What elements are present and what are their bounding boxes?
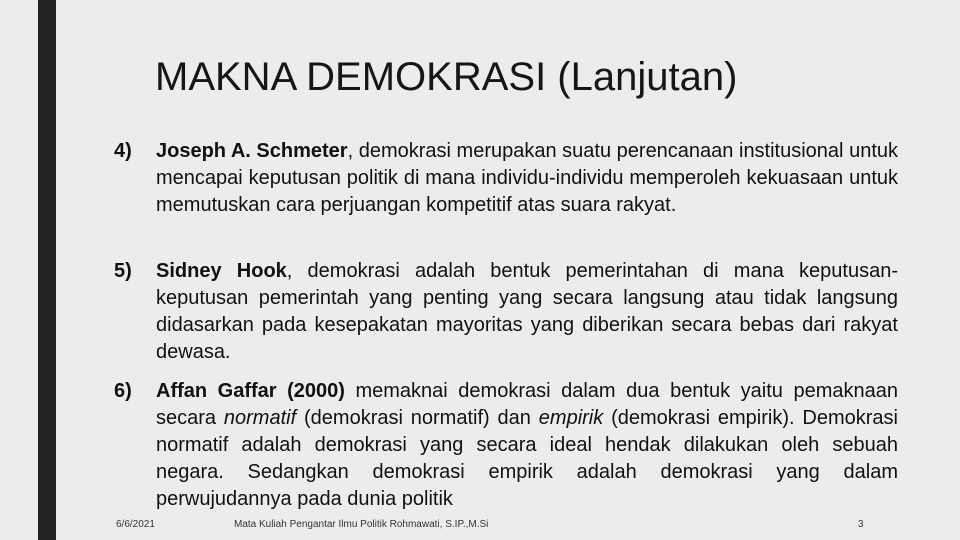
- item-number: 5): [114, 260, 132, 282]
- item-text: (demokrasi empirik). Demokrasi normatif adalah demokrasi yang secara ideal hendak dilakukan oleh sebuah negara. Sedangkan demokrasi empirik adalah demokrasi yang dalam perwujudannya pada dunia politik: [156, 407, 898, 510]
- item-name: Affan Gaffar (2000): [156, 380, 345, 402]
- item-text: , demokrasi adalah bentuk pemerintahan di mana keputusan-keputusan pemerintah yang penting yang secara langsung atau tidak langsung didasarkan pada kesepakatan mayoritas yang diberikan secara bebas dari rakyat dewasa.: [156, 260, 898, 363]
- footer-author: Mata Kuliah Pengantar Ilmu Politik Rohmawati, S.IP.,M.Si: [234, 519, 489, 530]
- item-body: [156, 138, 898, 219]
- item-body: [156, 378, 898, 513]
- item-text: (demokrasi normatif) dan: [296, 407, 539, 429]
- list-item-6: [114, 378, 898, 513]
- list-item-5: [114, 258, 898, 366]
- item-text: , demokrasi merupakan suatu perencanaan institusional untuk mencapai keputusan politik di mana individu-individu memperoleh kekuasaan untuk memutuskan cara perjuangan kompetitif atas suara rakyat.: [156, 140, 898, 216]
- item-italic-term: empirik: [538, 407, 604, 429]
- item-name: Sidney Hook: [156, 260, 287, 282]
- footer-date: 6/6/2021: [116, 519, 155, 530]
- item-italic-term: normatif: [223, 407, 297, 429]
- side-accent-bar: [38, 0, 56, 540]
- item-number: 4): [114, 140, 132, 162]
- item-name: Joseph A. Schmeter: [156, 140, 348, 162]
- list-item-4: [114, 138, 898, 219]
- item-number: 6): [114, 380, 132, 402]
- footer-page-number: 3: [858, 519, 864, 530]
- slide-title: MAKNA DEMOKRASI (Lanjutan): [155, 55, 738, 99]
- item-text: memaknai demokrasi dalam dua bentuk yaitu pemaknaan secara: [156, 380, 898, 429]
- item-body: [156, 258, 898, 366]
